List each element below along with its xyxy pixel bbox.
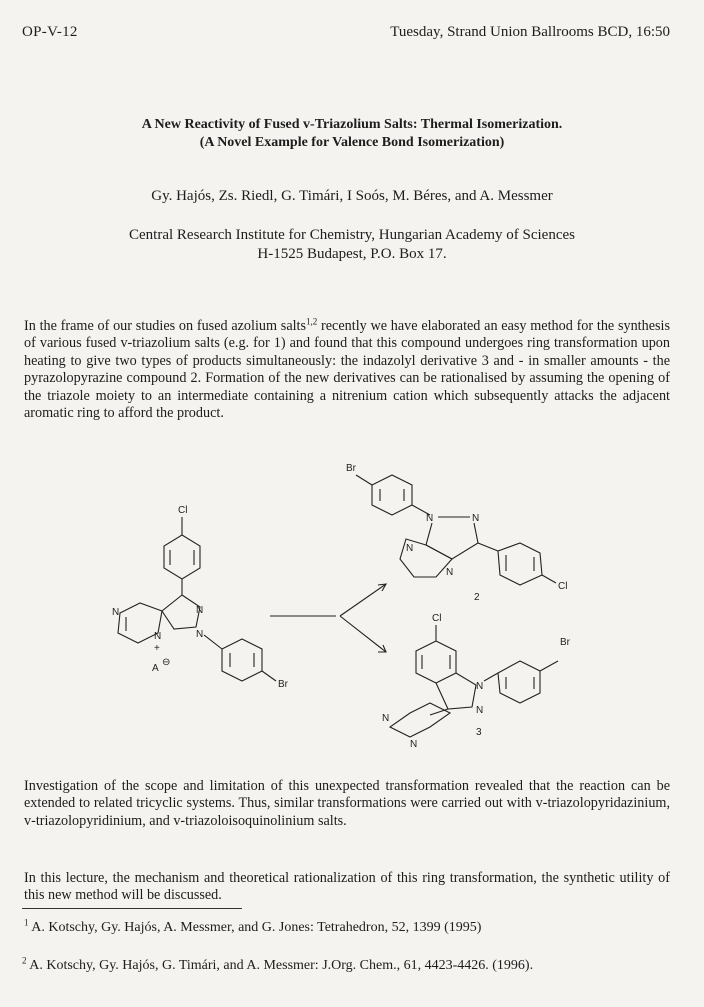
affiliation <box>0 226 704 264</box>
n-label-3a: N <box>476 681 484 692</box>
paragraph-scope: Investigation of the scope and limitation of this unexpected transformation revealed that the reaction can be extended to related tricyclic systems. Thus, similar transformations were carried out with v-triazolopyridazinium, v-triazolopyridinium, and v-triazoloisoquinolinium salts. <box>24 778 670 829</box>
cl-label-2: Cl <box>558 581 568 592</box>
paragraph-intro <box>24 318 670 422</box>
compound-2-number: 2 <box>474 592 480 603</box>
footnote-2-text: A. Kotschy, Gy. Hajós, G. Timári, and A. Messmer: J.Org. Chem., 61, 4423-4426. (1996). <box>29 958 534 973</box>
reaction-arrows <box>270 584 386 652</box>
n-label-2a: N <box>426 513 434 524</box>
n-label-1d: N <box>196 629 204 640</box>
cl-label-3: Cl <box>432 613 442 624</box>
compound-2 <box>346 463 567 603</box>
intro-text-a: In the frame of our studies on fused azolium salts <box>24 318 307 334</box>
session-info: Tuesday, Strand Union Ballrooms BCD, 16:50 <box>390 24 670 40</box>
plus-label: + <box>154 643 160 654</box>
footnote-1-text: A. Kotschy, Gy. Hajós, A. Messmer, and G. Jones: Tetrahedron, 52, 1399 (1995) <box>31 920 482 935</box>
br-label-1: Br <box>278 679 288 690</box>
br-label-3: Br <box>560 637 570 648</box>
minus-label: ⊖ <box>162 657 171 668</box>
n-label-3b: N <box>476 705 484 716</box>
n-label-1a: N <box>112 607 120 618</box>
paper-title <box>0 116 704 152</box>
title-line-2: (A Novel Example for Valence Bond Isomerization) <box>199 135 505 150</box>
authors: Gy. Hajós, Zs. Riedl, G. Timári, I Soós, M. Béres, and A. Messmer <box>151 188 553 204</box>
session-code: OP-V-12 <box>22 24 78 40</box>
citation-superscript: 1,2 <box>306 316 318 327</box>
intro-text-b: recently we have elaborated an easy method for the synthesis of various fused v-triazolium salts (e.g. for 1) and found that this compound undergoes ring transformation upon heating to give two types of products simultaneously: the indazolyl derivative 3 and - in smaller amounts - the pyrazolopyrazine compound 2. Formation of the new derivatives can be rationalised by assuming the opening of the triazole moiety to an intermediate containing a nitrenium cation which subsequently attacks the adjacent aromatic ring to afford the product. <box>24 318 670 422</box>
footnote-rule <box>22 908 242 909</box>
n-label-2c: N <box>406 543 414 554</box>
n-label-2b: N <box>472 513 480 524</box>
footnote-2-mark: 2 <box>22 955 27 966</box>
compound-3 <box>382 613 571 750</box>
title-line-1: A New Reactivity of Fused v-Triazolium Salts: Thermal Isomerization. <box>141 117 563 132</box>
footnote-2 <box>22 955 534 974</box>
n-label-3d: N <box>410 739 418 750</box>
paragraph-lecture: In this lecture, the mechanism and theoretical rationalization of this ring transformation, the synthetic utility of this new method will be discussed. <box>24 870 670 904</box>
reaction-scheme <box>100 455 600 760</box>
footnote-1 <box>24 917 482 936</box>
compound-1 <box>112 505 289 690</box>
n-label-1c: N <box>154 631 162 642</box>
compound-3-number: 3 <box>476 727 482 738</box>
affiliation-line-2: H-1525 Budapest, P.O. Box 17. <box>257 246 447 262</box>
n-label-1b: N <box>196 605 204 616</box>
n-label-2d: N <box>446 567 454 578</box>
cl-label-1: Cl <box>178 505 188 516</box>
n-label-3c: N <box>382 713 390 724</box>
anion-label: A <box>152 663 159 674</box>
footnote-1-mark: 1 <box>24 917 29 928</box>
br-label-2: Br <box>346 463 356 474</box>
affiliation-line-1: Central Research Institute for Chemistry, Hungarian Academy of Sciences <box>129 227 575 243</box>
